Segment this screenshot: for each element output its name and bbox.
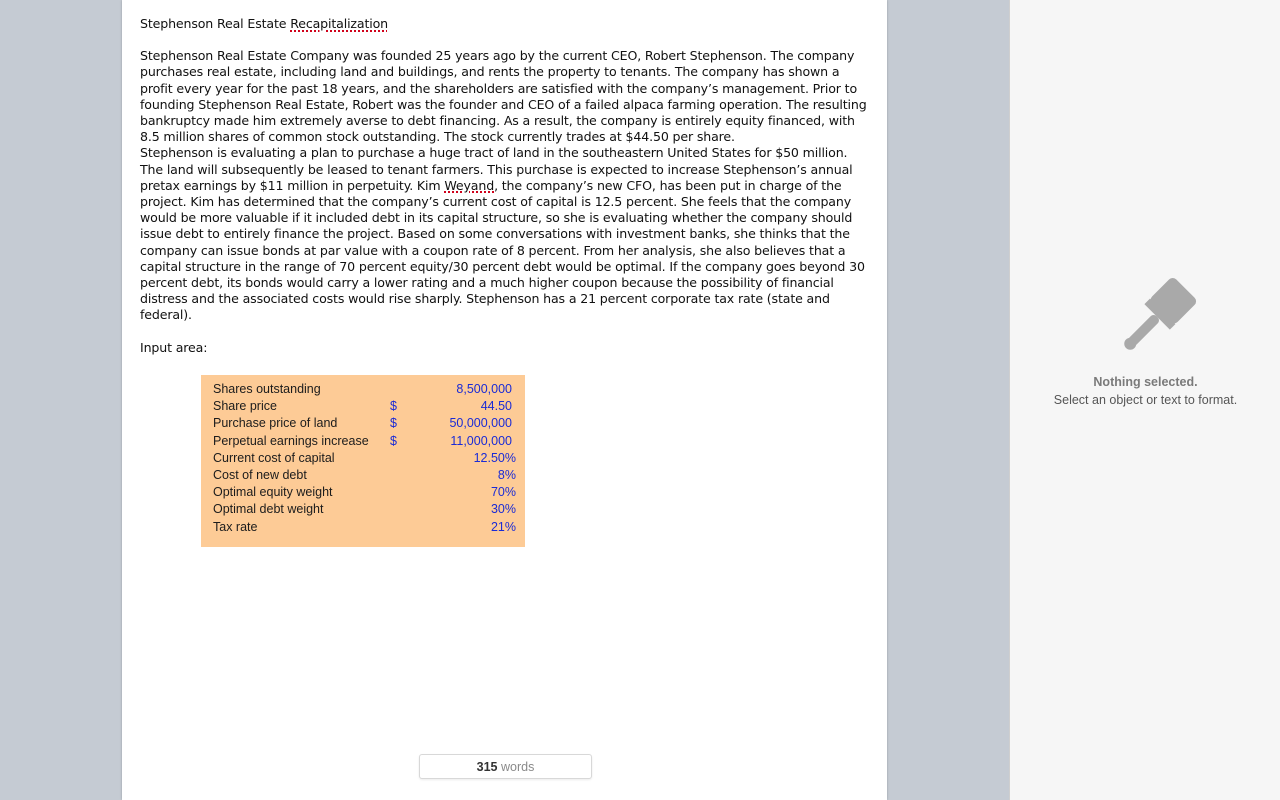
row-value[interactable]: 50,000,000 [449,416,512,431]
row-label: Cost of new debt [213,468,307,482]
format-sidebar [1009,0,1280,800]
row-currency: $ [390,433,397,448]
row-label: Tax rate [213,519,258,534]
table-row[interactable] [201,484,525,501]
row-value[interactable]: 44.50 [480,399,512,414]
row-label: Optimal debt weight [213,502,324,517]
table-row[interactable] [201,450,525,467]
word-count-number: 315 [476,760,498,774]
word-count-button[interactable] [419,754,592,779]
row-value[interactable]: 11,000,000 [450,433,512,448]
input-area-label[interactable]: Input area: [140,339,208,355]
table-row[interactable] [201,398,525,415]
input-area-table[interactable] [201,375,525,547]
document-page[interactable] [122,0,887,800]
row-label: Share price [213,399,277,414]
paragraph-1[interactable]: Stephenson Real Estate Company was founded 25 years ago by the current CEO, Robert Stephenson. The company purchases real estate, including land and buildings, and rents the property to tenants. The company has shown a profit every year for the past 18 years, and the shareholders are satisfied with the company’s management. Prior to founding Stephenson Real Estate, Robert was the founder and CEO of a failed alpaca farming operation. The resulting bankruptcy made him extremely averse to debt financing. As a result, the company is entirely equity financed, with 8.5 million shares of common stock outstanding. The stock currently trades at $44.50 per share. [140,48,867,145]
document-body[interactable] [140,16,872,356]
row-label: Purchase price of land [213,416,338,431]
row-currency: $ [390,399,397,414]
paragraph-2-text-b: , the company’s new CFO, has been put in charge of the project. Kim has determined that the company’s current cost of capital is 12.5 percent. She feels that the company would be more valuable if it included debt in its capital structure, so she is evaluating whether the company should issue debt to entirely finance the project. Based on some conversations with investment banks, she thinks that the company can issue bonds at par value with a coupon rate of 8 percent. From her analysis, she also believes that a capital structure in the range of 70 percent equity/30 percent debt would be optimal. If the company goes beyond 30 percent debt, its bonds would carry a lower rating and a much higher coupon because the possibility of financial distress and the associated costs would rise sharply. Stephenson has a 21 percent corporate tax rate (state and federal). [140,177,865,323]
paintbrush-icon [1110,274,1200,364]
table-row[interactable] [201,433,525,450]
misspelled-word[interactable]: Weyand [444,177,495,193]
row-value[interactable]: 21% [490,519,516,534]
table-row[interactable] [201,467,525,484]
row-value[interactable]: 12.50% [473,450,516,465]
row-value[interactable]: 8,500,000 [456,382,512,396]
nothing-selected-title: Nothing selected. [1093,375,1198,389]
misspelled-word[interactable]: Recapitalization [290,16,388,31]
table-row[interactable] [201,381,525,398]
table-row[interactable] [201,415,525,432]
table-row[interactable] [201,519,525,536]
table-row[interactable] [201,501,525,518]
paragraph-2[interactable] [140,145,872,323]
document-title[interactable] [140,16,872,32]
row-currency: $ [390,416,397,431]
word-count-unit: words [501,760,535,774]
row-label: Optimal equity weight [213,485,333,500]
row-label: Perpetual earnings increase [213,433,369,448]
row-value[interactable]: 8% [497,468,516,482]
paragraph-2-text-a: Stephenson is evaluating a plan to purchase a huge tract of land in the southeastern United States for $50 million. The land will subsequently be leased to tenant farmers. This purchase is expected to increase Stephenson’s annual pretax earnings by $11 million in perpetuity. Kim [140,145,853,193]
row-value[interactable]: 30% [490,502,516,517]
row-label: Shares outstanding [213,382,321,396]
row-value[interactable]: 70% [490,485,516,500]
nothing-selected-hint: Select an object or text to format. [1053,393,1238,407]
row-label: Current cost of capital [213,450,335,465]
title-text: Stephenson Real Estate [140,16,291,31]
